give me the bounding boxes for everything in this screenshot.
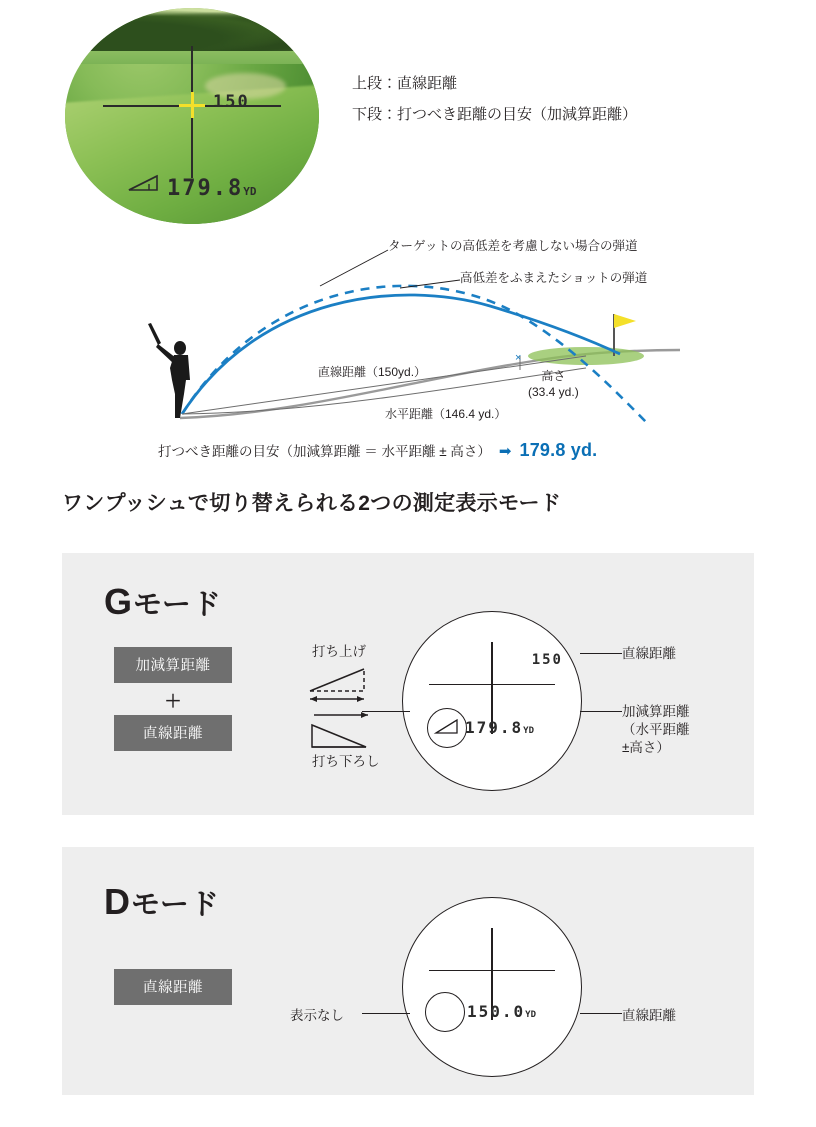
mode-g-callout-slope-line-1: 加減算距離: [622, 704, 690, 719]
mode-d-leader-right: [580, 1013, 622, 1014]
downhill-icon: [312, 725, 366, 747]
mode-d-main-number: [467, 1002, 536, 1021]
mode-d-leader-left: [362, 1013, 410, 1014]
mode-d-tag-straight: 直線距離: [114, 969, 232, 1005]
formula-result: 179.8 yd.: [519, 440, 598, 460]
mode-g-title: [104, 581, 222, 623]
arrow-right-icon: ➡: [498, 443, 512, 460]
scope-main-distance: [167, 176, 256, 201]
photo-legend-line-2: 下段：打つべき距離の目安（加減算距離）: [352, 106, 638, 123]
mode-d-main-number-unit: YD: [525, 1010, 537, 1020]
mode-g-slope-icon-circle: [427, 708, 467, 748]
scope-view-disc: [65, 8, 319, 224]
mode-g-leader-top: [580, 653, 622, 654]
photo-legend-line-1: 上段：直線距離: [352, 75, 458, 92]
mode-g-letter: G: [104, 581, 134, 622]
callout-leader-no-slope: [320, 250, 388, 286]
mode-d-callout-none: 表示なし: [290, 1008, 344, 1023]
mode-d-suffix: モード: [131, 889, 220, 921]
label-horizontal-distance: 水平距離（146.4 yd.）: [385, 407, 507, 421]
mode-g-callout-slope-line-3: ±高さ）: [622, 740, 670, 755]
mode-d-scope-drawing: [402, 897, 582, 1077]
callout-slope: 高低差をふまえたショットの弾道: [460, 271, 648, 285]
formula-line: [158, 440, 597, 461]
tree-line: [65, 8, 319, 51]
mode-g-main-number-value: 179.8: [465, 718, 524, 737]
uphill-icon: [310, 669, 364, 702]
scope-main-distance-value: 179.8: [167, 176, 244, 201]
section-heading: ワンプッシュで切り替えられる2つの測定表示モード: [62, 492, 562, 515]
mode-g-top-number: 150: [531, 652, 563, 668]
golfer-silhouette: [148, 323, 190, 418]
flag-cloth: [614, 314, 636, 328]
flat-icon: [314, 712, 368, 718]
mode-g-scope-drawing: [402, 611, 582, 791]
flag-marker-icon: [179, 92, 205, 118]
scope-top-distance: 150: [213, 92, 250, 112]
mode-d-callout-straight: 直線距離: [622, 1008, 676, 1023]
mode-g-callout-straight: 直線距離: [622, 646, 676, 661]
mode-g-callout-slope: [622, 703, 690, 757]
mode-g-label-uphill: 打ち上げ: [312, 644, 366, 659]
uphill-downhill-icons: [302, 665, 392, 751]
mode-g-leader-left: [362, 711, 410, 712]
mode-g-suffix: モード: [133, 589, 222, 621]
label-height-line-1: 高さ: [541, 369, 566, 383]
mode-d-title: [104, 881, 220, 923]
mode-d-empty-icon-circle: [425, 992, 465, 1032]
mode-g-plus-sign: ＋: [164, 692, 182, 711]
callout-no-slope: ターゲットの高低差を考慮しない場合の弾道: [388, 239, 638, 253]
mode-g-tag-straight: 直線距離: [114, 715, 232, 751]
trajectory-diagram: [120, 228, 700, 476]
mode-g-tag-slope: 加減算距離: [114, 647, 232, 683]
formula-text: 打つべき距離の目安（加減算距離 ＝ 水平距離 ± 高さ）: [158, 444, 491, 459]
scope-main-distance-unit: YD: [243, 185, 257, 198]
mode-d-main-number-value: 150.0: [467, 1002, 526, 1021]
mode-g-main-number: [465, 718, 534, 737]
photo-legend: [352, 68, 637, 130]
mode-panel-g: [62, 553, 754, 815]
height-cross-mark: ×: [515, 352, 522, 364]
label-height-line-2: (33.4 yd.): [528, 385, 579, 399]
mode-d-letter: D: [104, 881, 131, 922]
label-straight-distance: 直線距離（150yd.）: [318, 365, 427, 379]
slope-indicator-icon: [127, 172, 161, 194]
mode-g-callout-slope-line-2: （水平距離: [622, 722, 690, 737]
mode-d-reticle-horizontal: [429, 970, 555, 971]
mode-g-leader-main: [580, 711, 622, 712]
mode-g-label-downhill: 打ち下ろし: [312, 754, 380, 769]
rangefinder-scope-photo: [65, 8, 319, 224]
mode-g-main-number-unit: YD: [523, 726, 535, 736]
label-height: [528, 368, 579, 400]
mode-g-reticle-horizontal: [429, 684, 555, 685]
mode-panel-d: [62, 847, 754, 1095]
